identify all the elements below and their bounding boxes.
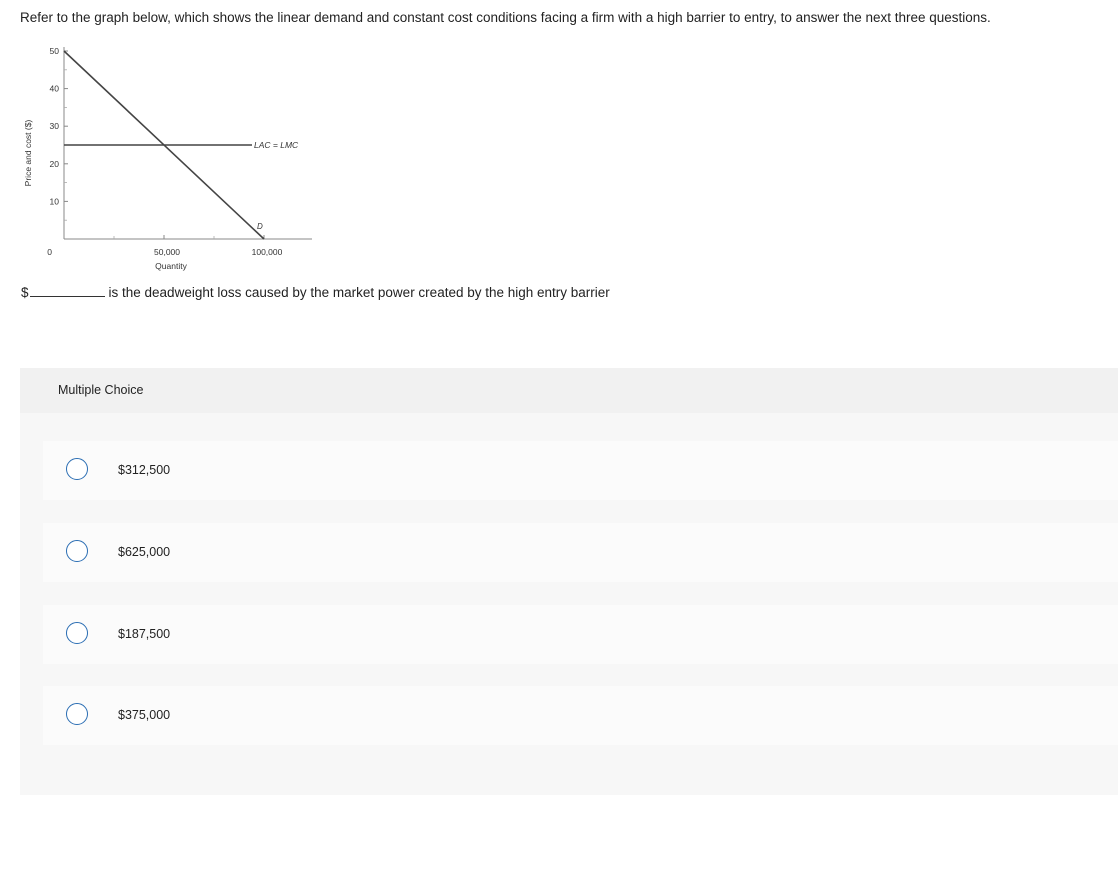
- answer-blank: [30, 295, 105, 297]
- chart-svg: [20, 40, 330, 280]
- x-axis-label: Quantity: [155, 261, 187, 271]
- radio-button-icon[interactable]: [66, 703, 88, 725]
- dollar-sign: $: [21, 285, 29, 300]
- multiple-choice-header: [20, 368, 1118, 413]
- fill-in-prompt: [21, 285, 610, 300]
- y-tick-label: 10: [49, 196, 59, 207]
- demand-cost-graph: [20, 40, 330, 280]
- x-tick-label: 50,000: [154, 247, 180, 257]
- y-tick-label: 0: [47, 247, 52, 257]
- radio-button-icon[interactable]: [66, 540, 88, 562]
- demand-curve-label: D: [257, 222, 263, 231]
- radio-button-icon[interactable]: [66, 622, 88, 644]
- choice-label: $187,500: [118, 627, 171, 641]
- multiple-choice-panel: [20, 368, 1118, 795]
- choice-option-4[interactable]: [43, 686, 1118, 745]
- y-tick-label: 30: [49, 121, 59, 132]
- choice-label: $625,000: [118, 545, 171, 559]
- cost-curve-label: LAC = LMC: [254, 140, 299, 150]
- y-tick-label: 50: [49, 46, 59, 56]
- choice-option-2[interactable]: [43, 523, 1118, 582]
- x-tick-label: 100,000: [251, 247, 283, 257]
- question-intro: Refer to the graph below, which shows the linear demand and constant cost conditions facing a firm with a high barrier to entry, to answer the next three questions.: [20, 10, 991, 25]
- radio-button-icon[interactable]: [66, 458, 88, 480]
- choice-label: $375,000: [118, 708, 171, 722]
- choice-option-1[interactable]: [43, 441, 1118, 500]
- y-tick-label: 20: [49, 158, 59, 169]
- y-axis-label: Price and cost ($): [23, 119, 33, 187]
- prompt-text: is the deadweight loss caused by the market power created by the high entry barrier: [108, 285, 610, 300]
- multiple-choice-title: Multiple Choice: [58, 383, 144, 397]
- y-tick-label: 40: [49, 83, 59, 94]
- choice-label: $312,500: [118, 463, 171, 477]
- choice-option-3[interactable]: [43, 605, 1118, 664]
